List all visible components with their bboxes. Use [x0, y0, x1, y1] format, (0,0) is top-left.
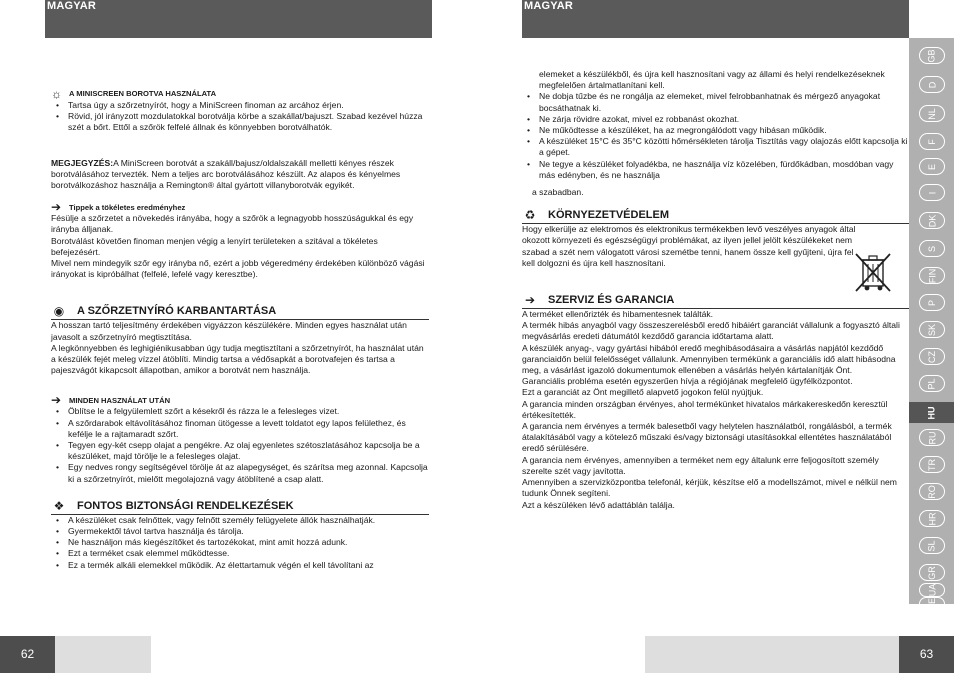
list-item: • Ne dobja tűzbe és ne rongálja az elemeket, mivel felrobbanhatnak és mérgező anyagokat bocsáthatnak ki. — [522, 91, 910, 113]
miniscreen-title: A MINISCREEN BOROTVA HASZNÁLATA — [69, 89, 217, 99]
language-header-right: MAGYAR — [524, 0, 574, 12]
lang-tab-sl[interactable]: SL — [919, 537, 945, 554]
lang-tab-sk[interactable]: SK — [919, 321, 945, 338]
service-paragraph: A készülék anyag-, vagy gyártási hibából eredő meghibásodásaira a vásárlás napjától kezdődő garanciaidőn belül felelősséget vállalunk. Amennyiben termékünk a garanciális idő alatt hibásodna meg, a vásárlást igazoló dokumentumok ellenében a vásárlás helyén kártalanítják Önt. — [522, 342, 896, 376]
list-item: • Ne használjon más kiegészítőket és tartozékokat, mint amit hozzá adunk. — [51, 537, 429, 548]
header-band-right — [522, 0, 909, 38]
list-item: • A szőrdarabok eltávolításához finoman ütögesse a levett toldatot egy lapos felülethez, és kefélje le a rajtamaradt szőrt. — [51, 418, 429, 440]
lang-tab-dk[interactable]: DK — [919, 212, 945, 229]
list-item: • Tartsa úgy a szőrzetnyírót, hogy a MiniScreen finoman az arcához érjen. — [51, 100, 429, 111]
lang-tab-tr[interactable]: TR — [919, 456, 945, 473]
miniscreen-heading — [51, 88, 429, 100]
arrow-right-icon: ➔ — [51, 200, 62, 215]
lang-tab-ae[interactable]: AE — [919, 597, 945, 611]
safety-tail: a szabadban. — [532, 187, 584, 198]
recycle-icon: ♻ — [524, 208, 536, 223]
after-use-heading — [51, 394, 429, 406]
service-heading — [522, 293, 910, 309]
lang-tab-nl[interactable]: NL — [919, 105, 945, 122]
service-paragraph: A garancia nem érvényes, amennyiben a terméket nem egy általunk erre feljogosított személy szerelte szét vagy javította. — [522, 454, 879, 476]
service-paragraph: A terméket ellenőrizték és hibamentesnek találták. — [522, 309, 714, 320]
list-item: • Tegyen egy-két csepp olajat a pengékre. Az olaj egyenletes szétoszlatásához kapcsolja be a készüléket, majd törölje le a felesleges olajat. — [51, 440, 429, 462]
warning-diamond-icon: ❖ — [53, 498, 65, 513]
lang-tab-cz[interactable]: CZ — [919, 348, 945, 365]
maintenance-title: A SZŐRZETNYÍRÓ KARBANTARTÁSA — [77, 305, 277, 318]
lang-tab-p[interactable]: P — [919, 294, 945, 311]
sun-icon: ☼ — [51, 87, 62, 101]
right-column — [522, 69, 910, 511]
note-text: A MiniScreen borotvát a szakáll/bajusz/oldalszakáll melletti kényes részek borotválásához tervezték. Nem a teljes arc borotválásához készült. Az alapos és kényelmes borotválkozáshoz használja a Remington® által gyártott villanyborotvák egyikét. — [51, 157, 401, 191]
tips-paragraph: Fésülje a szőrzetet a növekedés irányába, hogy a szőrök a legnagyobb hosszúságukkal és egy irányba álljanak. — [51, 213, 414, 235]
tips-paragraph: Borotválást követően finoman menjen végig a lenyírt területeken a szitával a tökéletes befejezésért. — [51, 235, 378, 257]
tips-heading — [51, 201, 429, 213]
page-number-left: 62 — [0, 636, 55, 673]
list-item: • A készüléket csak felnőttek, vagy felnőtt személy felügyelete állók használhatják. — [51, 515, 429, 526]
service-paragraph: Ezt a garanciát az Önt megillető alapvető jogokon felül nyújtjuk. — [522, 387, 764, 398]
page-number-right: 63 — [899, 636, 954, 673]
list-item: • Gyermekektől távol tartva használja és tárolja. — [51, 526, 429, 537]
list-item: • Ne zárja rövidre azokat, mivel ez robbanást okozhat. — [522, 114, 910, 125]
after-use-title: MINDEN HASZNÁLAT UTÁN — [69, 395, 171, 405]
environment-paragraph: Hogy elkerülje az elektromos és elektronikus termékekben levő veszélyes anyagok által okozott környezeti és egészségügyi problémákat, az ilyen jellel jelölt készülékeket nem szabad a szét nem válogatott városi szemétbe tenni, hanem össze kell gyűjteni, újra fel kell dolgozni és újra kell hasznosítani. — [522, 224, 856, 268]
crossed-bin-icon — [853, 251, 893, 293]
list-item: • Ezt a terméket csak elemmel működtesse. — [51, 548, 429, 559]
list-item: • Ne működtesse a készüléket, ha az megrongálódott vagy hibásan működik. — [522, 125, 910, 136]
arrow-right-icon: ➔ — [51, 393, 62, 408]
safety-list-continued — [522, 91, 910, 181]
tips-title: Tippek a tökéletes eredményhez — [69, 202, 186, 212]
list-item: • Öblítse le a felgyülemlett szőrt a késekről és rázza le a felesleges vizet. — [51, 406, 429, 417]
list-item: • Rövid, jól irányzott mozdulatokkal borotválja körbe a szakállat/bajuszt. Szabad kezével húzza szét a bőrt. Ettől a szőrök felfelé állnak és könnyebben borotválhatók. — [51, 111, 429, 133]
tips-paragraph: Mivel nem mindegyik szőr egy irányba nő, ezért a jobb végeredmény érdekében különböző vágási irányokat is kipróbálhat (felfelé, lefelé vagy keresztbe). — [51, 258, 425, 280]
footer-right — [645, 636, 954, 673]
safety-continued: elemeket a készülékből, és újra kell hasznosítani vagy az állami és helyi rendelkezéseknek megfelelően ártalmatlanítani kell. — [539, 69, 885, 91]
lang-tab-gb[interactable]: GB — [919, 47, 945, 64]
lang-tab-hr[interactable]: HR — [919, 510, 945, 527]
maintenance-paragraph: A legkönnyebben és leghigiénikusabban úgy tudja megtisztítani a szőrzetnyírót, ha használat után a készülék fejét meleg vízzel átöblíti. Mindig tartsa a védősapkát a borotvafejen és tartsa a pajeszvágót kikapcsolt állapotban, amikor a borotvát nem használja. — [51, 342, 424, 376]
header-band-left — [45, 0, 432, 38]
arrow-right-icon: ➔ — [524, 293, 536, 308]
note-label: MEGJEGYZÉS: — [51, 157, 114, 168]
lang-tab-hu-active[interactable]: HU — [909, 402, 954, 423]
safety-list — [51, 515, 429, 571]
list-item: • A készüléket 15°C és 35°C közötti hőmérsékleten tárolja Tisztítás vagy olajozás előtt kapcsolja ki a gépet. — [522, 136, 910, 158]
maintenance-heading — [51, 304, 429, 320]
safety-title: FONTOS BIZTONSÁGI RENDELKEZÉSEK — [77, 499, 294, 512]
service-paragraph: Amennyiben a szervizközpontba telefonál, kérjük, készítse elő a modellszámot, mivel e nélkül nem tudunk Önnek segíteni. — [522, 477, 897, 499]
lang-tab-ua[interactable]: UA — [919, 583, 945, 597]
maintenance-paragraph: A hosszan tartó teljesítmény érdekében vigyázzon készülékére. Minden egyes használat után javasolt a szőrzetnyíró megtisztítása. — [51, 320, 407, 342]
lang-tab-gr[interactable]: GR — [919, 564, 945, 581]
note-paragraph — [51, 158, 429, 192]
list-item: • Ez a termék alkáli elemekkel működik. Az élettartamuk végén el kell távolítani az — [51, 560, 429, 571]
lang-tab-e[interactable]: E — [919, 158, 945, 175]
after-use-list — [51, 406, 429, 484]
safety-heading — [51, 499, 429, 515]
lang-tab-ro[interactable]: RO — [919, 483, 945, 500]
service-paragraph: Garanciális probléma esetén egyszerűen hívja a régiójának megfelelő ügyfélközpontot. — [522, 376, 853, 387]
service-paragraph: A garancia nem érvényes a termék balesetből vagy helytelen használatból, rongálásból, a termék átalakításából vagy a kötelező műszaki és/vagy biztonsági utasításokkal ellentétes használatából eredő sérülésére. — [522, 421, 892, 454]
service-paragraph: A garancia minden országban érvényes, ahol termékünket hivatalos márkakereskedőn keresztül értékesítették. — [522, 398, 888, 420]
list-item: • Ne tegye a készüléket folyadékba, ne használja víz közelében, fürdőkádban, mosdóban vagy más edényben, és ne használja — [522, 159, 910, 181]
list-item: • Egy nedves rongy segítségével törölje át az alapegységet, és szárítsa meg azonnal. Kapcsolja ki a szőrzetnyírót, mielőtt megolajozná vagy átöblítené a csap alatt. — [51, 462, 429, 484]
service-paragraph: Azt a készüléken lévő adattáblán találja. — [522, 499, 675, 510]
lang-tab-pl[interactable]: PL — [919, 375, 945, 392]
service-paragraph: A termék hibás anyagból vagy összeszerelésből eredő hibáiért garanciát vállalunk a fogyasztó általi megvásárlás eredeti dátumától kezdődő garancia időtartama alatt. — [522, 320, 900, 342]
lang-tab-i[interactable]: I — [919, 184, 945, 201]
lang-tab-s[interactable]: S — [919, 240, 945, 257]
lang-tab-ru[interactable]: RU — [919, 429, 945, 446]
language-header-left: MAGYAR — [47, 0, 97, 12]
lang-tab-f[interactable]: F — [919, 133, 945, 150]
language-sidebar — [909, 38, 954, 611]
service-title: SZERVIZ ÉS GARANCIA — [548, 294, 675, 307]
eye-icon: ◉ — [53, 304, 65, 319]
lang-tab-d[interactable]: D — [919, 76, 945, 93]
miniscreen-list — [51, 100, 429, 134]
environment-heading — [522, 208, 910, 224]
lang-tab-fin[interactable]: FIN — [919, 267, 945, 284]
footer-left — [0, 636, 151, 673]
environment-title: KÖRNYEZETVÉDELEM — [548, 209, 670, 222]
left-column — [51, 88, 429, 571]
